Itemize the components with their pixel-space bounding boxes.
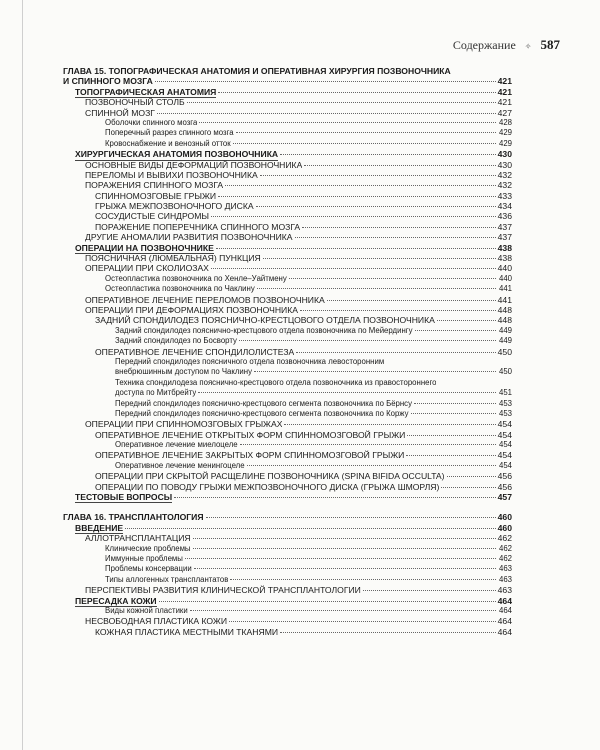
toc-entry-title: ПОРАЖЕНИЯ СПИННОГО МОЗГА	[85, 180, 224, 191]
toc-entry[interactable]	[63, 191, 512, 201]
toc-entry[interactable]	[63, 326, 512, 336]
dot-leader	[280, 153, 496, 155]
dot-leader	[284, 423, 495, 425]
toc-entry-page: 456	[497, 481, 512, 492]
dot-leader	[185, 557, 496, 559]
toc-entry-title: Типы аллогенных трансплантатов	[105, 574, 229, 584]
toc-entry-page: 437	[497, 232, 512, 243]
toc-entry-title: ОПЕРАТИВНОЕ ЛЕЧЕНИЕ СПОНДИЛОЛИСТЕЗА	[95, 346, 295, 357]
toc-entry-page: 454	[497, 450, 512, 461]
toc-entry-title: ГРЫЖА МЕЖПОЗВОНОЧНОГО ДИСКА	[95, 201, 254, 212]
toc-entry[interactable]	[63, 575, 512, 585]
dot-leader	[218, 195, 496, 197]
toc-entry[interactable]	[63, 128, 512, 138]
toc-entry[interactable]	[63, 388, 512, 398]
dot-leader	[229, 620, 496, 622]
toc-entry[interactable]	[63, 357, 512, 367]
toc-entry-page: 436	[497, 211, 512, 222]
dot-leader	[414, 402, 496, 404]
dot-leader	[174, 496, 495, 498]
page-edge	[22, 0, 23, 750]
dot-leader	[230, 578, 496, 580]
toc-entry-title: Оболочки спинного мозга	[105, 117, 198, 127]
toc-entry-page: 421	[497, 86, 512, 97]
dot-leader	[236, 131, 496, 133]
toc-entry[interactable]	[63, 232, 512, 242]
toc-entry-page: 449	[498, 325, 512, 335]
dot-leader	[211, 215, 496, 217]
toc-entry-title: ДРУГИЕ АНОМАЛИИ РАЗВИТИЯ ПОЗВОНОЧНИКА	[85, 232, 293, 243]
toc-entry[interactable]	[63, 139, 512, 149]
dot-leader	[437, 319, 496, 321]
dot-leader	[125, 527, 496, 529]
dot-leader	[206, 516, 496, 518]
toc-entry-title: ПЕРЕЛОМЫ И ВЫВИХИ ПОЗВОНОЧНИКА	[85, 169, 258, 180]
toc-entry[interactable]	[63, 336, 512, 346]
toc-entry[interactable]	[63, 211, 512, 221]
toc-entry-title: Остеопластика позвоночника по Чаклину	[105, 284, 255, 294]
toc-entry-title: СПИННОЙ МОЗГ	[85, 107, 155, 118]
toc-entry-page: 463	[498, 574, 512, 584]
toc-entry[interactable]	[63, 482, 512, 492]
toc-entry-title: Клинические проблемы	[105, 543, 191, 553]
toc-entry-page: 429	[498, 128, 512, 138]
toc-entry[interactable]	[63, 409, 512, 419]
toc-entry-page: 427	[497, 107, 512, 118]
dot-leader	[247, 464, 496, 466]
dot-leader	[159, 600, 496, 602]
toc-entry-title: ТОПОГРАФИЧЕСКАЯ АНАТОМИЯ	[75, 86, 217, 97]
toc-entry-page: 430	[497, 159, 512, 170]
dot-leader	[155, 80, 496, 82]
toc-entry-title: ЗАДНИЙ СПОНДИЛОДЕЗ ПОЯСНИЧНО-КРЕСТЦОВОГО ОТДЕЛА ПОЗВОНОЧНИКА	[95, 315, 435, 326]
dot-leader	[295, 236, 496, 238]
toc-entry-page: 464	[497, 595, 512, 606]
toc-entry-title: ГЛАВА 15. ТОПОГРАФИЧЕСКАЯ АНАТОМИЯ И ОПЕРАТИВНАЯ ХИРУРГИЯ ПОЗВОНОЧНИКА	[63, 66, 451, 76]
toc-entry-page: 432	[497, 180, 512, 191]
toc-entry[interactable]	[63, 180, 512, 190]
toc-entry-title: Остеопластика позвоночника по Хенле–Уайтмену	[105, 273, 287, 283]
toc-entry-title: АЛЛОТРАНСПЛАНТАЦИЯ	[85, 533, 191, 544]
toc-entry[interactable]	[63, 170, 512, 180]
dot-leader	[198, 391, 496, 393]
toc-entry[interactable]	[63, 347, 512, 357]
toc-entry-page: 454	[498, 460, 512, 470]
dot-leader	[218, 91, 495, 93]
toc-entry-page: 448	[497, 304, 512, 315]
dot-leader	[190, 609, 496, 611]
toc-entry-title: Оперативное лечение менингоцеле	[115, 460, 245, 470]
toc-entry[interactable]	[63, 440, 512, 450]
toc-entry[interactable]	[63, 315, 512, 325]
toc-entry-page: 464	[498, 605, 512, 615]
toc-entry-page: 421	[497, 76, 512, 87]
table-of-contents	[63, 66, 512, 637]
toc-entry-title: ОПЕРАЦИИ ПРИ СКОЛИОЗАХ	[85, 263, 209, 274]
toc-entry-title: Передний спондилодез пояснично-крестцового сегмента позвоночника по Бёрнсу	[115, 398, 412, 408]
page-number: 587	[540, 37, 560, 52]
toc-entry-title: СОСУДИСТЫЕ СИНДРОМЫ	[95, 211, 209, 222]
toc-entry[interactable]	[63, 66, 512, 76]
toc-entry[interactable]	[63, 97, 512, 107]
dot-leader	[233, 142, 496, 144]
toc-entry-page: 464	[497, 616, 512, 627]
dot-leader	[441, 486, 495, 488]
toc-entry-title: Задний спондилодез пояснично-крестцового отдела позвоночника по Мейердингу	[115, 325, 413, 335]
dot-leader	[193, 547, 496, 549]
toc-entry-page: 450	[498, 367, 512, 377]
dot-leader	[239, 339, 496, 341]
toc-entry-page: 432	[497, 169, 512, 180]
dot-leader	[240, 443, 496, 445]
dot-leader	[256, 205, 496, 207]
toc-entry[interactable]	[63, 87, 512, 97]
toc-entry[interactable]	[63, 305, 512, 315]
toc-entry-title: Поперечный разрез спинного мозга	[105, 128, 234, 138]
header-title: Содержание	[452, 38, 516, 52]
toc-entry[interactable]	[63, 253, 512, 263]
dot-leader	[280, 631, 496, 633]
toc-entry-page: 430	[497, 149, 512, 160]
toc-entry[interactable]	[63, 399, 512, 409]
toc-entry-page: 433	[497, 190, 512, 201]
dot-leader	[411, 412, 497, 414]
toc-entry-page: 438	[497, 242, 512, 253]
dot-leader	[193, 537, 496, 539]
toc-entry-page: 454	[497, 419, 512, 430]
toc-entry[interactable]	[63, 274, 512, 284]
toc-entry-page: 434	[497, 201, 512, 212]
toc-entry-page: 428	[498, 117, 512, 127]
dot-leader	[257, 287, 496, 289]
toc-entry-title: Оперативное лечение миелоцеле	[115, 440, 238, 450]
toc-entry[interactable]	[63, 419, 512, 429]
toc-entry-title: ТЕСТОВЫЕ ВОПРОСЫ	[75, 492, 173, 503]
toc-entry-title: ОПЕРАТИВНОЕ ЛЕЧЕНИЕ ЗАКРЫТЫХ ФОРМ СПИННОМОЗГОВОЙ ГРЫЖИ	[95, 450, 405, 461]
toc-entry-page: 454	[498, 440, 512, 450]
toc-entry-title: Кровоснабжение и венозный отток	[105, 138, 231, 148]
toc-entry[interactable]	[63, 512, 512, 522]
toc-entry[interactable]	[63, 554, 512, 564]
toc-entry-title: Передний спондилодез пояснично-крестцового сегмента позвоночника по Коржу	[115, 408, 409, 418]
toc-entry-title: ОПЕРАТИВНОЕ ЛЕЧЕНИЕ ОТКРЫТЫХ ФОРМ СПИННОМОЗГОВОЙ ГРЫЖИ	[95, 429, 406, 440]
toc-entry[interactable]	[63, 76, 512, 86]
toc-entry[interactable]	[63, 585, 512, 595]
dot-leader	[447, 475, 496, 477]
toc-entry[interactable]	[63, 616, 512, 626]
toc-entry-title: ОПЕРАЦИИ НА ПОЗВОНОЧНИКЕ	[75, 242, 214, 253]
toc-entry-title: Техника спондилодеза пояснично-крестцового отдела позвоночника из правостороннего	[115, 377, 437, 387]
toc-entry-title: ОПЕРАЦИИ ПРИ СКРЫТОЙ РАСЩЕЛИНЕ ПОЗВОНОЧНИКА (SPINA BIFIDA OCCULTA)	[95, 471, 445, 482]
toc-entry-title: Задний спондилодез по Босворту	[115, 336, 237, 346]
toc-entry-page: 460	[497, 512, 512, 523]
dot-leader	[296, 351, 495, 353]
dot-leader	[187, 101, 496, 103]
toc-entry-title: ПЕРСПЕКТИВЫ РАЗВИТИЯ КЛИНИЧЕСКОЙ ТРАНСПЛАНТОЛОГИИ	[85, 585, 361, 596]
toc-entry-title: Проблемы консервации	[105, 564, 192, 574]
toc-entry-title: Передний спондилодез поясничного отдела позвоночника левосторонним	[115, 356, 385, 366]
toc-entry-title: ХИРУРГИЧЕСКАЯ АНАТОМИЯ ПОЗВОНОЧНИКА	[75, 149, 279, 160]
toc-entry[interactable]	[63, 284, 512, 294]
toc-entry-page: 463	[497, 585, 512, 596]
toc-entry-title: ГЛАВА 16. ТРАНСПЛАНТОЛОГИЯ	[63, 512, 204, 523]
toc-entry[interactable]	[63, 118, 512, 128]
toc-entry-page: 440	[498, 273, 512, 283]
dot-leader	[289, 277, 496, 279]
dot-leader	[302, 226, 496, 228]
toc-entry[interactable]	[63, 544, 512, 554]
dot-leader	[254, 370, 496, 372]
toc-entry-title: доступа по Митбрейту	[115, 388, 197, 398]
toc-entry[interactable]	[63, 378, 512, 388]
toc-entry[interactable]	[63, 430, 512, 440]
toc-entry-page: 462	[498, 543, 512, 553]
toc-entry-page: 437	[497, 221, 512, 232]
running-header	[453, 37, 560, 53]
toc-entry-page: 457	[497, 492, 512, 503]
toc-entry[interactable]	[63, 596, 512, 606]
toc-entry-page: 464	[497, 626, 512, 637]
toc-entry-title: ОПЕРАЦИИ ПО ПОВОДУ ГРЫЖИ МЕЖПОЗВОНОЧНОГО ДИСКА (ГРЫЖА ШМОРЛЯ)	[95, 481, 440, 492]
toc-entry-title: ОСНОВНЫЕ ВИДЫ ДЕФОРМАЦИЙ ПОЗВОНОЧНИКА	[85, 159, 303, 170]
toc-entry-page: 421	[497, 97, 512, 108]
toc-entry-page: 463	[498, 564, 512, 574]
toc-entry-title: НЕСВОБОДНАЯ ПЛАСТИКА КОЖИ	[85, 616, 228, 627]
toc-entry[interactable]	[63, 450, 512, 460]
toc-entry-title: ОПЕРАЦИИ ПРИ ДЕФОРМАЦИЯХ ПОЗВОНОЧНИКА	[85, 304, 298, 315]
toc-entry[interactable]	[63, 243, 512, 253]
section-gap	[63, 502, 512, 512]
toc-entry[interactable]	[63, 606, 512, 616]
dot-leader	[260, 174, 496, 176]
toc-entry[interactable]	[63, 201, 512, 211]
toc-entry-page: 440	[497, 263, 512, 274]
dot-leader	[216, 247, 496, 249]
toc-entry-title: ПОЗВОНОЧНЫЙ СТОЛБ	[85, 97, 185, 108]
toc-entry[interactable]	[63, 492, 512, 502]
dot-leader	[225, 184, 496, 186]
dot-leader	[415, 329, 497, 331]
dot-leader	[211, 267, 496, 269]
toc-entry-page: 441	[498, 284, 512, 294]
toc-entry[interactable]	[63, 295, 512, 305]
toc-entry-page: 451	[498, 388, 512, 398]
toc-entry[interactable]	[63, 461, 512, 471]
toc-entry[interactable]	[63, 533, 512, 543]
toc-entry-title: И СПИННОГО МОЗГА	[63, 76, 153, 87]
toc-entry-page: 449	[498, 336, 512, 346]
toc-entry[interactable]	[63, 160, 512, 170]
toc-entry[interactable]	[63, 222, 512, 232]
toc-entry-page: 462	[498, 553, 512, 563]
dot-leader	[199, 121, 496, 123]
dot-leader	[304, 164, 495, 166]
toc-entry-page: 454	[497, 429, 512, 440]
toc-entry-page: 456	[497, 471, 512, 482]
toc-entry[interactable]	[63, 564, 512, 574]
dot-leader	[406, 454, 495, 456]
toc-entry-title: ПОРАЖЕНИЕ ПОПЕРЕЧНИКА СПИННОГО МОЗГА	[95, 221, 301, 232]
toc-entry-page: 448	[497, 315, 512, 326]
toc-entry-title: КОЖНАЯ ПЛАСТИКА МЕСТНЫМИ ТКАНЯМИ	[95, 626, 279, 637]
toc-entry[interactable]	[63, 367, 512, 377]
diamond-icon: ✧	[524, 42, 532, 51]
toc-entry[interactable]	[63, 149, 512, 159]
toc-entry-title: ПЕРЕСАДКА КОЖИ	[75, 595, 157, 606]
dot-leader	[157, 112, 496, 114]
toc-entry-title: ОПЕРАТИВНОЕ ЛЕЧЕНИЕ ПЕРЕЛОМОВ ПОЗВОНОЧНИКА	[85, 294, 325, 305]
toc-entry[interactable]	[63, 108, 512, 118]
toc-entry[interactable]	[63, 627, 512, 637]
dot-leader	[327, 299, 496, 301]
toc-entry-title: СПИННОМОЗГОВЫЕ ГРЫЖИ	[95, 190, 217, 201]
toc-entry-title: Иммунные проблемы	[105, 553, 183, 563]
toc-entry-page: 462	[497, 533, 512, 544]
dot-leader	[407, 434, 495, 436]
toc-entry-title: ОПЕРАЦИИ ПРИ СПИННОМОЗГОВЫХ ГРЫЖАХ	[85, 419, 283, 430]
toc-entry[interactable]	[63, 523, 512, 533]
toc-entry-page: 460	[497, 522, 512, 533]
dot-leader	[363, 589, 496, 591]
toc-entry-title: внебрюшинным доступом по Чаклину	[115, 367, 252, 377]
dot-leader	[300, 309, 496, 311]
dot-leader	[194, 567, 496, 569]
toc-entry-page: 450	[497, 346, 512, 357]
toc-entry-title: ПОЯСНИЧНАЯ (ЛЮМБАЛЬНАЯ) ПУНКЦИЯ	[85, 253, 261, 264]
dot-leader	[263, 257, 496, 259]
toc-entry-page: 453	[498, 408, 512, 418]
toc-entry-page: 438	[497, 253, 512, 264]
toc-entry-page: 429	[498, 138, 512, 148]
toc-entry-page: 441	[497, 294, 512, 305]
toc-entry-page: 453	[498, 398, 512, 408]
toc-entry[interactable]	[63, 471, 512, 481]
toc-entry-title: Виды кожной пластики	[105, 605, 188, 615]
toc-entry-title: ВВЕДЕНИЕ	[75, 522, 124, 533]
toc-entry[interactable]	[63, 263, 512, 273]
